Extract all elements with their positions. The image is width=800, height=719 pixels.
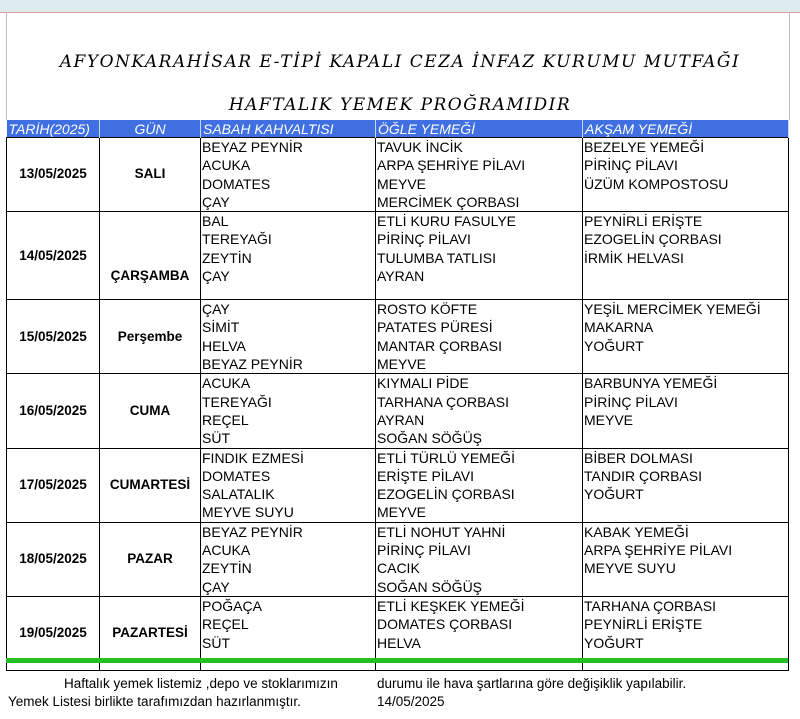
page-title: AFYONKARAHİSAR E-TİPİ KAPALI CEZA İNFAZ KURUMU MUTFAĞI <box>59 52 741 72</box>
lunch-item: TARHANA ÇORBASI <box>377 393 509 410</box>
breakfast-item: ACUKA <box>202 157 251 174</box>
date-cell: 14/05/2025 <box>7 212 100 300</box>
day-cell: PAZARTESİ <box>100 596 201 670</box>
table-row <box>7 522 789 596</box>
date-cell: 13/05/2025 <box>7 138 100 212</box>
day-cell: SALI <box>100 138 201 212</box>
date-cell: 15/05/2025 <box>7 300 100 374</box>
day-cell: PAZAR <box>100 522 201 596</box>
date-cell: 19/05/2025 <box>7 596 100 670</box>
lunch-item: TAVUK İNCİK <box>377 139 463 155</box>
dinner-item: PİRİNÇ PİLAVI <box>584 157 678 174</box>
lunch-item: EZOGELİN ÇORBASI <box>377 486 515 503</box>
lunch-item: ETLİ TÜRLÜ YEMEĞİ <box>377 449 515 466</box>
breakfast-item: TEREYAĞI <box>202 393 272 410</box>
date-cell: 18/05/2025 <box>7 522 100 596</box>
breakfast-item: ACUKA <box>202 375 251 392</box>
breakfast-item: DOMATES <box>202 175 271 192</box>
lunch-cell <box>376 212 583 300</box>
dinner-cell <box>583 212 789 300</box>
breakfast-item: ÇAY <box>202 268 230 285</box>
dinner-cell <box>583 300 789 374</box>
menu-table <box>6 120 789 671</box>
lunch-item: ETLİ KEŞKEK YEMEĞİ <box>377 597 525 614</box>
breakfast-item: ÇAY <box>202 578 230 595</box>
lunch-item: ERİŞTE PİLAVI <box>377 467 474 484</box>
header-date: TARİH(2025) <box>7 120 100 138</box>
breakfast-cell <box>201 300 376 374</box>
breakfast-item: BAL <box>202 213 229 230</box>
breakfast-item: TEREYAĞI <box>202 231 272 248</box>
lunch-item: MANTAR ÇORBASI <box>377 337 502 354</box>
dinner-item: ÜZÜM KOMPOSTOSU <box>584 175 729 192</box>
footer-divider <box>6 658 788 663</box>
table-row <box>7 448 789 522</box>
dinner-cell <box>583 374 789 448</box>
table-row <box>7 300 789 374</box>
dinner-item: MEYVE <box>584 411 634 428</box>
lunch-item: MEYVE <box>377 175 427 192</box>
lunch-cell <box>376 448 583 522</box>
dinner-item: İRMİK HELVASI <box>584 249 684 266</box>
dinner-item: BİBER DOLMASI <box>584 449 693 466</box>
breakfast-item: ÇAY <box>202 301 230 318</box>
breakfast-item: ACUKA <box>202 542 251 559</box>
breakfast-cell <box>201 448 376 522</box>
table-row <box>7 374 789 448</box>
menu-body <box>7 138 789 671</box>
breakfast-item: ZEYTİN <box>202 560 252 577</box>
breakfast-item: REÇEL <box>202 616 249 633</box>
lunch-cell <box>376 522 583 596</box>
lunch-item: HELVA <box>377 634 421 651</box>
breakfast-item: SÜT <box>202 430 230 447</box>
dinner-item: TANDIR ÇORBASI <box>584 467 702 484</box>
dinner-cell <box>583 522 789 596</box>
dinner-item: TARHANA ÇORBASI <box>584 597 716 614</box>
dinner-item: PEYNİRLİ ERİŞTE <box>584 213 703 230</box>
breakfast-item: MEYVE SUYU <box>202 504 294 521</box>
dinner-item: KABAK YEMEĞİ <box>584 523 689 540</box>
lunch-item: AYRAN <box>377 268 425 285</box>
breakfast-item: BEYAZ PEYNİR <box>202 139 303 155</box>
breakfast-item: SÜT <box>202 634 230 651</box>
footer-note-1b: durumu ile hava şartlarına göre değişiklik yapılabilir. <box>377 676 687 691</box>
lunch-item: ROSTO KÖFTE <box>377 301 478 318</box>
breakfast-item: BEYAZ PEYNİR <box>202 356 303 373</box>
dinner-item: MEYVE SUYU <box>584 560 676 577</box>
lunch-item: PİRİNÇ PİLAVI <box>377 231 471 248</box>
dinner-item: YOĞURT <box>584 337 644 354</box>
date-cell: 16/05/2025 <box>7 374 100 448</box>
lunch-item: AYRAN <box>377 411 425 428</box>
table-row <box>7 212 789 300</box>
lunch-cell <box>376 300 583 374</box>
table-row <box>7 138 789 212</box>
breakfast-item: DOMATES <box>202 467 271 484</box>
dinner-item: YEŞİL MERCİMEK YEMEĞİ <box>584 301 761 318</box>
lunch-item: DOMATES ÇORBASI <box>377 616 513 633</box>
dinner-item: ARPA ŞEHRİYE PİLAVI <box>584 542 733 559</box>
date-cell: 17/05/2025 <box>7 448 100 522</box>
dinner-item: YOĞURT <box>584 634 644 651</box>
breakfast-cell <box>201 212 376 300</box>
lunch-item: ARPA ŞEHRİYE PİLAVI <box>377 157 526 174</box>
header-dinner: AKŞAM YEMEĞİ <box>583 120 789 138</box>
dinner-item: MAKARNA <box>584 319 654 336</box>
lunch-item: ETLİ KURU FASULYE <box>377 213 517 230</box>
breakfast-item: HELVA <box>202 337 246 354</box>
lunch-item: SOĞAN SÖĞÜŞ <box>377 430 483 447</box>
header-row <box>7 120 789 138</box>
breakfast-item: ZEYTİN <box>202 249 252 266</box>
header-lunch: ÖĞLE YEMEĞİ <box>376 120 583 138</box>
lunch-item: MEYVE <box>377 504 427 521</box>
lunch-item: ETLİ NOHUT YAHNİ <box>377 523 506 540</box>
breakfast-item: ÇAY <box>202 193 230 210</box>
breakfast-item: BEYAZ PEYNİR <box>202 523 303 540</box>
day-cell: CUMARTESİ <box>100 448 201 522</box>
footer-note-2a: Yemek Listesi birlikte tarafımızdan hazırlanmıştır. <box>8 694 301 709</box>
page-subtitle: HAFTALIK YEMEK PROĞRAMIDIR <box>228 95 572 115</box>
breakfast-item: POĞAÇA <box>202 597 262 614</box>
breakfast-item: SİMİT <box>202 319 240 336</box>
lunch-item: PİRİNÇ PİLAVI <box>377 542 471 559</box>
lunch-item: CACIK <box>377 560 420 577</box>
breakfast-cell <box>201 138 376 212</box>
dinner-item: EZOGELİN ÇORBASI <box>584 231 722 248</box>
day-cell: ÇARŞAMBA <box>100 212 201 300</box>
lunch-cell <box>376 138 583 212</box>
lunch-item: MERCİMEK ÇORBASI <box>377 193 520 210</box>
breakfast-cell <box>201 374 376 448</box>
dinner-cell <box>583 138 789 212</box>
breakfast-item: SALATALIK <box>202 486 275 503</box>
dinner-cell <box>583 448 789 522</box>
footer-note-1a: Haftalık yemek listemiz ,depo ve stoklarımızın <box>64 676 338 691</box>
day-cell: Perşembe <box>100 300 201 374</box>
dinner-item: YOĞURT <box>584 486 644 503</box>
lunch-cell <box>376 374 583 448</box>
header-breakfast: SABAH KAHVALTISI <box>201 120 376 138</box>
breakfast-item: REÇEL <box>202 411 249 428</box>
lunch-item: KIYMALI PİDE <box>377 375 469 392</box>
header-day: GÜN <box>100 120 201 138</box>
lunch-item: PATATES PÜRESİ <box>377 319 493 336</box>
dinner-item: BARBUNYA YEMEĞİ <box>584 375 718 392</box>
lunch-item: TULUMBA TATLISI <box>377 249 497 266</box>
lunch-item: MEYVE <box>377 356 427 373</box>
breakfast-item: FINDIK EZMESİ <box>202 449 304 466</box>
day-cell: CUMA <box>100 374 201 448</box>
lunch-item: SOĞAN SÖĞÜŞ <box>377 578 483 595</box>
dinner-item: BEZELYE YEMEĞİ <box>584 139 705 155</box>
footer-date: 14/05/2025 <box>377 694 445 709</box>
breakfast-cell <box>201 522 376 596</box>
dinner-item: PİRİNÇ PİLAVI <box>584 393 678 410</box>
dinner-item: PEYNİRLİ ERİŞTE <box>584 616 703 633</box>
